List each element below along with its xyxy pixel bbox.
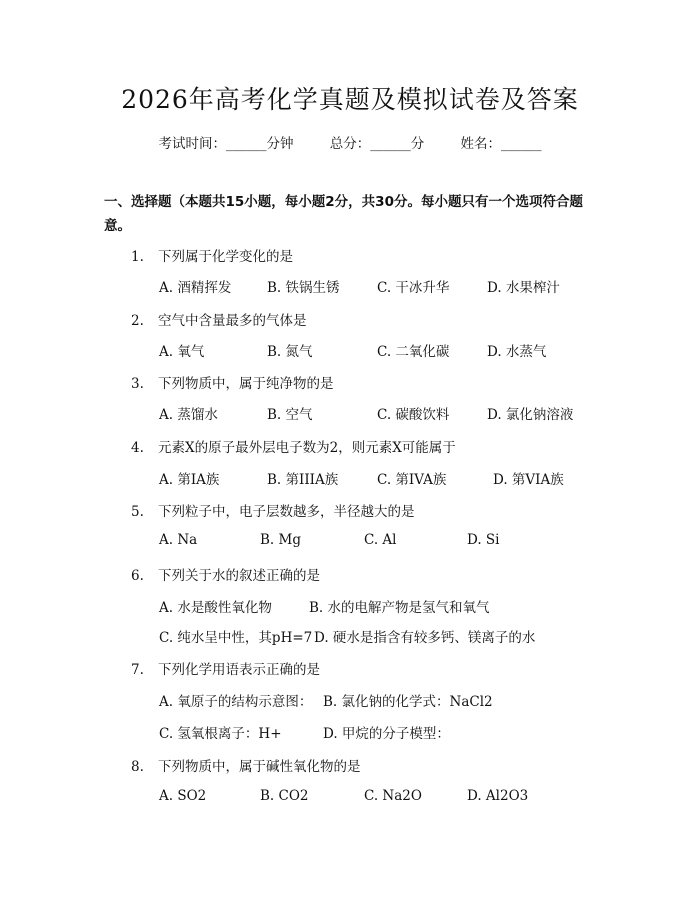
option-c: C. Na2O xyxy=(364,788,422,804)
question-text: 空气中含量最多的气体是 xyxy=(158,313,307,329)
question-5 xyxy=(131,500,415,520)
option-d: D. 水蒸气 xyxy=(487,344,547,360)
question-number: 2. xyxy=(131,313,144,329)
option-c: C. 碳酸饮料 xyxy=(377,407,450,423)
option-a: A. Na xyxy=(159,532,198,548)
option-d: D. 第VIA族 xyxy=(493,472,564,488)
question-2 xyxy=(131,309,307,329)
option-d: D. 水果榨汁 xyxy=(487,280,560,296)
name-label: 姓名：______ xyxy=(460,136,542,152)
option-b: B. 第IIIA族 xyxy=(267,472,339,488)
total-score-label: 总分：______分 xyxy=(329,136,425,152)
question-4 xyxy=(131,436,456,456)
question-1 xyxy=(131,245,293,265)
option-b: B. CO2 xyxy=(260,788,309,804)
option-a: A. 蒸馏水 xyxy=(159,407,218,423)
question-text: 下列粒子中，电子层数越多，半径越大的是 xyxy=(158,504,415,520)
option-b: B. Mg xyxy=(260,532,301,548)
question-number: 6. xyxy=(131,568,144,584)
question-text: 下列属于化学变化的是 xyxy=(158,249,293,265)
question-number: 5. xyxy=(131,504,144,520)
question-number: 8. xyxy=(131,759,144,775)
question-7 xyxy=(131,658,320,678)
option-a: A. SO2 xyxy=(159,788,207,804)
option-a: A. 氧原子的结构示意图： xyxy=(159,694,313,710)
option-a: A. 水是酸性氧化物 xyxy=(159,600,272,616)
option-a: A. 第IA族 xyxy=(159,472,220,488)
option-d: D. Si xyxy=(467,532,500,548)
option-c: C. 二氧化碳 xyxy=(377,344,450,360)
question-text: 下列物质中，属于纯净物的是 xyxy=(158,376,334,392)
option-c: C. Al xyxy=(364,532,397,548)
option-b: B. 水的电解产物是氢气和氧气 xyxy=(309,600,490,616)
option-b: B. 氯化钠的化学式：NaCl2 xyxy=(323,694,493,710)
option-d: D. Al2O3 xyxy=(467,788,529,804)
question-number: 3. xyxy=(131,376,144,392)
exam-time-label: 考试时间：______分钟 xyxy=(158,136,294,152)
question-number: 4. xyxy=(131,440,144,456)
option-d: D. 甲烷的分子模型： xyxy=(323,726,450,742)
option-a: A. 酒精挥发 xyxy=(159,280,232,296)
option-d: D. 氯化钠溶液 xyxy=(487,407,574,423)
option-c: C. 氢氧根离子：H+ xyxy=(159,726,282,742)
question-number: 1. xyxy=(131,249,144,265)
question-8 xyxy=(131,755,361,775)
question-number: 7. xyxy=(131,662,144,678)
option-d: D. 硬水是指含有较多钙、镁离子的水 xyxy=(314,630,536,646)
section-heading: 一、选择题（本题共15小题，每小题2分，共30分。每小题只有一个选项符合题意。 xyxy=(104,194,583,234)
question-3 xyxy=(131,372,334,392)
option-c: C. 第IVA族 xyxy=(377,472,447,488)
question-text: 下列化学用语表示正确的是 xyxy=(158,662,320,678)
question-text: 下列关于水的叙述正确的是 xyxy=(158,568,320,584)
option-c: C. 纯水呈中性，其pH=7 xyxy=(159,630,313,646)
option-a: A. 氧气 xyxy=(159,344,205,360)
question-text: 元素X的原子最外层电子数为2，则元素X可能属于 xyxy=(158,440,456,456)
question-text: 下列物质中，属于碱性氧化物的是 xyxy=(158,759,361,775)
option-c: C. 干冰升华 xyxy=(377,280,450,296)
option-b: B. 氮气 xyxy=(267,344,313,360)
question-6 xyxy=(131,564,320,584)
option-b: B. 铁锅生锈 xyxy=(267,280,340,296)
option-b: B. 空气 xyxy=(267,407,313,423)
page-title: 2026年高考化学真题及模拟试卷及答案 xyxy=(121,85,579,114)
exam-meta xyxy=(0,132,700,152)
